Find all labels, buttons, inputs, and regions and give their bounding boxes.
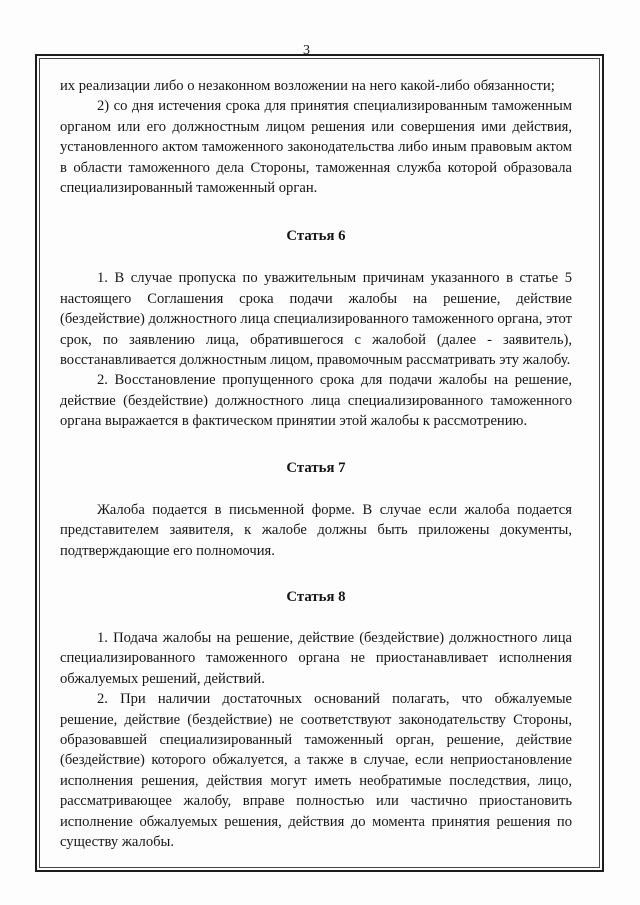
paragraph-continued: их реализации либо о незаконном возложении на него какой-либо обязанности; [60,78,555,94]
document-body [60,76,572,852]
paragraph-item-2: 2) со дня истечения срока для принятия специализированным таможенным органом или его должностным лицом решения или совершения ими действия, установленного актом таможенного законодательства либо иным правовым актом в области таможенного дела Стороны, таможенная служба которой образовала специализированный таможенный орган. [60,98,572,197]
article-8-heading: Статья 8 [286,588,346,605]
article-6-paragraph-1: 1. В случае пропуска по уважительным причинам указанного в статье 5 настоящего Соглашения срока подачи жалобы на решение, действие (бездействие) должностного лица специализированного таможенного органа, этот срок, по заявлению лица, обратившегося с жалобой (далее - заявитель), восстанавливается должностным лицом, правомочным рассматривать эту жалобу. [60,270,572,369]
article-7-paragraph-1: Жалоба подается в письменной форме. В случае если жалоба подается представителем заявителя, к жалобе должны быть приложены документы, подтверждающие его полномочия. [60,501,572,559]
article-6-paragraph-2: 2. Восстановление пропущенного срока для подачи жалобы на решение, действие (бездействие) должностного лица специализированного таможенного органа выражается в фактическом принятии этой жалобы к рассмотрению. [60,372,572,430]
article-8-paragraph-1: 1. Подача жалобы на решение, действие (бездействие) должностного лица специализированного таможенного органа не приостанавливает исполнения обжалуемых решений, действий. [60,629,572,687]
article-6-heading: Статья 6 [286,228,346,245]
article-7-heading: Статья 7 [286,459,346,476]
article-8-paragraph-2: 2. При наличии достаточных оснований полагать, что обжалуемые решение, действие (бездействие) не соответствуют законодательству Стороны, образовавшей специализированный таможенный орган, решение, действие (бездействие) которого обжалуется, а также в случае, если неприостановление исполнения решения, действия могут иметь необратимые последствия, лицо, рассматривающее жалобу, вправе полностью или частично приостановить исполнение обжалуемых решения, действия до момента принятия решения по существу жалобы. [60,691,572,850]
page-number: 3 [303,43,310,58]
